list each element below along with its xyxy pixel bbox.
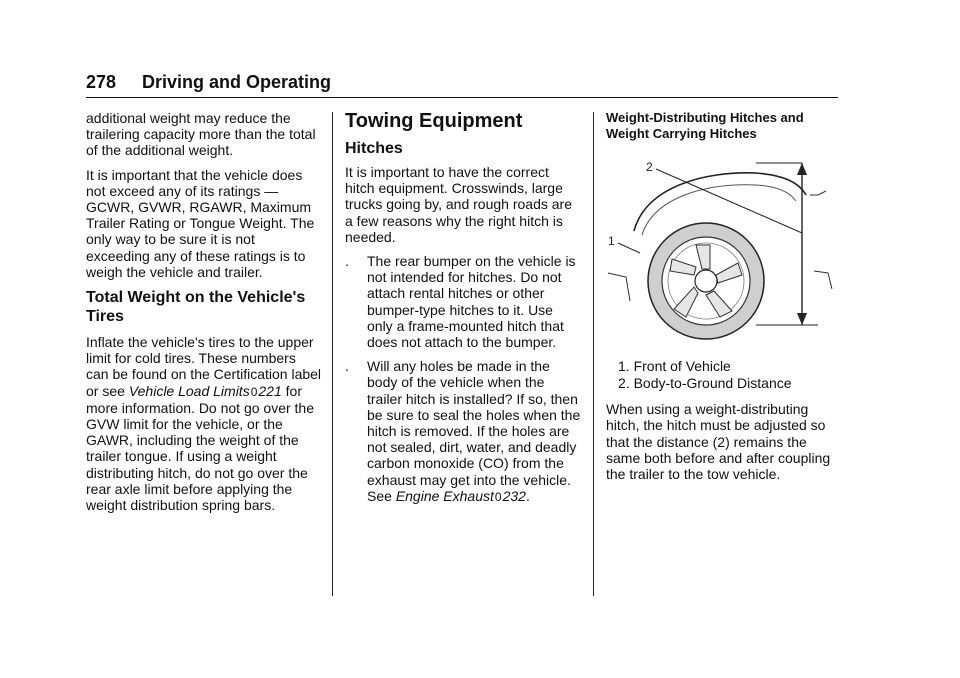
column-3 <box>606 110 842 490</box>
figure-legend <box>606 358 842 391</box>
wheel-height-illustration <box>606 161 842 341</box>
header-rule <box>86 97 838 98</box>
page-ref-icon: 0 <box>250 384 258 399</box>
callout-2-leader <box>656 169 802 233</box>
wheel-hub <box>695 270 717 292</box>
page-ref-221[interactable]: 221 <box>258 382 282 399</box>
col3-paragraph-1: When using a weight-distributing hitch, the hitch must be adjusted so that the distance (2) remains the same both before and after coupling the trailer to the tow vehicle. <box>606 401 831 483</box>
bullet-item: . Will any holes be made in the body of the vehicle when the trailer hitch is installed? If so, then be sure to seal the holes when the hitch is removed. If the holes are not sealed, dirt, water, and deadly carbon monoxide (CO) from the exhaust may get into the vehicle. See Engine Exhaust0232. <box>345 358 581 504</box>
callout-1-label: 1 <box>608 234 615 248</box>
engine-exhaust-link[interactable]: Engine Exhaust <box>395 487 494 504</box>
page-ref-icon: 0 <box>494 489 502 504</box>
col2-paragraph-1: It is important to have the correct hitch equipment. Crosswinds, large trucks going by, and rough roads are a few reasons why the right hitch is needed. <box>345 164 572 245</box>
bullet-item: . The rear bumper on the vehicle is not intended for hitches. Do not attach rental hitches or other bumper-type hitches to it. Use only a frame-mounted hitch that does not attach to the bumper. <box>345 253 576 351</box>
towing-equipment-heading: Towing Equipment <box>345 110 523 132</box>
col1-paragraph-3: Inflate the vehicle's tires to the upper limit for cold tires. These numbers can be found on the Certification label or see Vehicle Load Limits0221 for more information. Do not go over the GVW limit for the vehicle, or the GAWR, including the weight of the trailer tongue. If using a weight distributing hitch, do not go over the rear axle limit before applying the weight distribution spring bars. <box>86 334 322 514</box>
page-number: 278 <box>86 72 117 92</box>
rear-body-line <box>810 191 826 195</box>
callout-2-label: 2 <box>646 161 653 174</box>
section-title: Driving and Operating <box>142 72 332 92</box>
vehicle-load-limits-link[interactable]: Vehicle Load Limits <box>128 382 250 399</box>
bullet-marker: . <box>345 358 349 375</box>
arrow-bottom-icon <box>797 313 807 325</box>
column-2 <box>345 110 581 513</box>
legend-item: 1. Front of Vehicle <box>618 358 731 375</box>
rear-bumper-line <box>814 271 832 289</box>
column-1 <box>86 110 322 521</box>
column-divider-2 <box>593 112 594 596</box>
page-ref-232[interactable]: 232 <box>502 487 526 504</box>
column-divider-1 <box>332 112 333 596</box>
arrow-top-icon <box>797 163 807 175</box>
tire-weight-heading: Total Weight on the Vehicle's Tires <box>86 289 306 326</box>
front-body-line <box>608 273 630 301</box>
figure-title: Weight-Distributing Hitches and Weight Carrying Hitches <box>606 110 804 141</box>
page-header <box>86 70 838 102</box>
bullet-marker: . <box>345 253 349 270</box>
hitches-heading: Hitches <box>345 140 403 157</box>
legend-item: 2. Body-to-Ground Distance <box>618 374 792 391</box>
callout-1-leader <box>618 243 640 253</box>
fender-arch-outer <box>634 173 806 231</box>
col1-paragraph-2: It is important that the vehicle does not exceed any of its ratings — GCWR, GVWR, RGAWR, Maximum Trailer Rating or Tongue Weight. The only way to be sure it is not exceeding any of these ratings is to weigh the vehicle and trailer. <box>86 166 315 280</box>
col1-paragraph-1: additional weight may reduce the trailering capacity more than the total of the additional weight. <box>86 110 316 159</box>
